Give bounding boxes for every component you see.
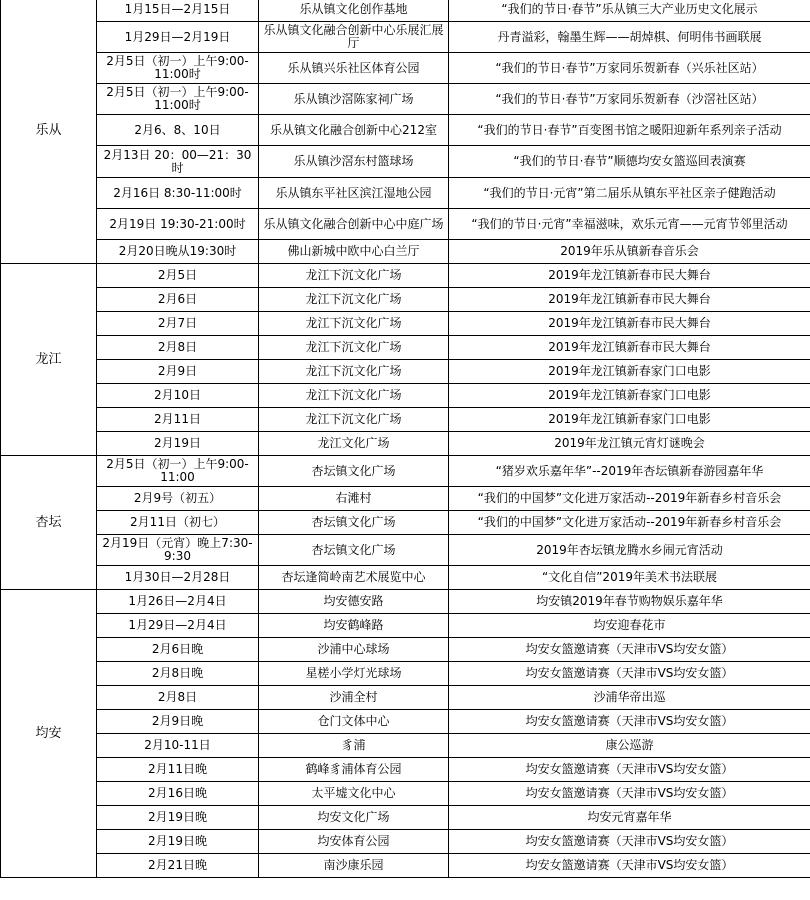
date-cell: 2月5日（初一）上午9:00-11:00时 [97,84,259,115]
table-row [1,456,810,487]
table-row [1,288,810,312]
table-row [1,662,810,686]
date-cell: 2月13日 20：00—21：30时 [97,146,259,178]
date-cell: 2月16日晚 [97,782,259,806]
place-cell: 南沙康乐园 [259,854,449,878]
event-cell: 2019年乐从镇新春音乐会 [449,240,810,264]
event-cell: 均安女篮邀请赛（天津市VS均安女篮） [449,638,810,662]
table-row [1,209,810,240]
town-cell: 均安 [1,590,97,878]
place-cell: 沙浦中心球场 [259,638,449,662]
event-cell: 2019年龙江镇新春市民大舞台 [449,288,810,312]
place-cell: 龙江下沉文化广场 [259,336,449,360]
place-cell: 杏坛逢简岭南艺术展览中心 [259,566,449,590]
place-cell: 龙江下沉文化广场 [259,360,449,384]
event-cell: “我们的节日·春节”顺德均安女篮巡回表演赛 [449,146,810,178]
event-cell: “我们的中国梦”文化进万家活动--2019年新春乡村音乐会 [449,511,810,535]
table-row [1,115,810,146]
event-cell: 2019年龙江镇新春市民大舞台 [449,312,810,336]
place-cell: 鹤峰豸浦体育公园 [259,758,449,782]
table-row [1,240,810,264]
date-cell: 1月26日—2月4日 [97,590,259,614]
table-row [1,758,810,782]
table-row [1,0,810,22]
place-cell: 星槎小学灯光球场 [259,662,449,686]
event-cell: 2019年龙江镇元宵灯谜晚会 [449,432,810,456]
event-cell: 2019年龙江镇新春家门口电影 [449,384,810,408]
event-cell: “我们的节日·春节”乐从镇三大产业历史文化展示 [449,0,810,22]
place-cell: 杏坛镇文化广场 [259,456,449,487]
date-cell: 2月20日晚从19:30时 [97,240,259,264]
date-cell: 2月19日晚 [97,806,259,830]
event-cell: 均安女篮邀请赛（天津市VS均安女篮） [449,710,810,734]
place-cell: 杏坛镇文化广场 [259,535,449,566]
place-cell: 龙江下沉文化广场 [259,288,449,312]
place-cell: 太平墟文化中心 [259,782,449,806]
place-cell: 乐从镇文化创作基地 [259,0,449,22]
event-cell: “我们的节日·元宵”幸福滋味，欢乐元宵——元宵节邻里活动 [449,209,810,240]
place-cell: 乐从镇沙滘东村篮球场 [259,146,449,178]
place-cell: 杏坛镇文化广场 [259,511,449,535]
date-cell: 2月19日（元宵）晚上7:30-9:30 [97,535,259,566]
date-cell: 2月11日 [97,408,259,432]
date-cell: 2月11日（初七） [97,511,259,535]
event-cell: 均安镇2019年春节购物娱乐嘉年华 [449,590,810,614]
table-row [1,336,810,360]
event-cell: 2019年龙江镇新春家门口电影 [449,408,810,432]
date-cell: 2月9日晚 [97,710,259,734]
date-cell: 2月5日 [97,264,259,288]
date-cell: 2月6日晚 [97,638,259,662]
place-cell: 仓门文体中心 [259,710,449,734]
town-cell: 乐从 [1,0,97,264]
place-cell: 佛山新城中欧中心白兰厅 [259,240,449,264]
date-cell: 2月19日晚 [97,830,259,854]
place-cell: 均安德安路 [259,590,449,614]
event-cell: 2019年杏坛镇龙腾水乡闹元宵活动 [449,535,810,566]
date-cell: 1月30日—2月28日 [97,566,259,590]
table-row [1,614,810,638]
place-cell: 龙江下沉文化广场 [259,264,449,288]
place-cell: 均安体育公园 [259,830,449,854]
table-row [1,511,810,535]
event-cell: 均安女篮邀请赛（天津市VS均安女篮） [449,662,810,686]
table-row [1,408,810,432]
place-cell: 龙江下沉文化广场 [259,408,449,432]
event-cell: 2019年龙江镇新春市民大舞台 [449,336,810,360]
table-row [1,830,810,854]
place-cell: 乐从镇东平社区滨江湿地公园 [259,178,449,209]
place-cell: 龙江下沉文化广场 [259,384,449,408]
table-row [1,487,810,511]
date-cell: 2月21日晚 [97,854,259,878]
date-cell: 2月9号（初五） [97,487,259,511]
event-cell: “我们的中国梦”文化进万家活动--2019年新春乡村音乐会 [449,487,810,511]
table-row [1,84,810,115]
event-cell: 均安元宵嘉年华 [449,806,810,830]
date-cell: 2月10-11日 [97,734,259,758]
table-row [1,686,810,710]
table-row [1,384,810,408]
date-cell: 1月29日—2月4日 [97,614,259,638]
place-cell: 乐从镇兴乐社区体育公园 [259,53,449,84]
event-cell: 丹青溢彩，翰墨生辉——胡焯棋、何明伟书画联展 [449,22,810,53]
date-cell: 2月6日 [97,288,259,312]
place-cell: 龙江文化广场 [259,432,449,456]
place-cell: 乐从镇文化融合创新中心乐展汇展厅 [259,22,449,53]
event-cell: 均安女篮邀请赛（天津市VS均安女篮） [449,854,810,878]
place-cell: 均安鹤峰路 [259,614,449,638]
date-cell: 2月19日 19:30-21:00时 [97,209,259,240]
date-cell: 2月8日晚 [97,662,259,686]
table-row [1,312,810,336]
table-row [1,360,810,384]
table-row [1,854,810,878]
event-cell: “我们的节日·春节”百变图书馆之暖阳迎新年系列亲子活动 [449,115,810,146]
date-cell: 1月15日—2月15日 [97,0,259,22]
event-cell: 均安女篮邀请赛（天津市VS均安女篮） [449,830,810,854]
date-cell: 2月19日 [97,432,259,456]
date-cell: 2月5日（初一）上午9:00-11:00 [97,456,259,487]
table-row [1,264,810,288]
date-cell: 2月8日 [97,686,259,710]
table-row [1,638,810,662]
table-row [1,590,810,614]
table-row [1,782,810,806]
date-cell: 2月9日 [97,360,259,384]
place-cell: 龙江下沉文化广场 [259,312,449,336]
place-cell: 乐从镇沙滘陈家祠广场 [259,84,449,115]
table-row [1,146,810,178]
place-cell: 右滩村 [259,487,449,511]
table-row [1,178,810,209]
table-row [1,806,810,830]
place-cell: 豸浦 [259,734,449,758]
date-cell: 2月8日 [97,336,259,360]
date-cell: 1月29日—2月19日 [97,22,259,53]
event-cell: 2019年龙江镇新春家门口电影 [449,360,810,384]
event-cell: 沙浦华帝出巡 [449,686,810,710]
table-row [1,566,810,590]
event-cell: “我们的节日·元宵”第二届乐从镇东平社区亲子健跑活动 [449,178,810,209]
event-cell: 康公巡游 [449,734,810,758]
place-cell: 均安文化广场 [259,806,449,830]
date-cell: 2月5日（初一）上午9:00-11:00时 [97,53,259,84]
table-row [1,535,810,566]
event-cell: “猪岁欢乐嘉年华”--2019年杏坛镇新春游园嘉年华 [449,456,810,487]
table-row [1,22,810,53]
event-cell: 均安女篮邀请赛（天津市VS均安女篮） [449,758,810,782]
table-row [1,734,810,758]
event-cell: “我们的节日·春节”万家同乐贺新春（兴乐社区站） [449,53,810,84]
event-cell: 2019年龙江镇新春市民大舞台 [449,264,810,288]
town-cell: 龙江 [1,264,97,456]
event-cell: “文化自信”2019年美术书法联展 [449,566,810,590]
date-cell: 2月16日 8:30-11:00时 [97,178,259,209]
place-cell: 沙浦全村 [259,686,449,710]
town-cell: 杏坛 [1,456,97,590]
place-cell: 乐从镇文化融合创新中心212室 [259,115,449,146]
date-cell: 2月10日 [97,384,259,408]
date-cell: 2月6、8、10日 [97,115,259,146]
date-cell: 2月11日晚 [97,758,259,782]
table-row [1,53,810,84]
table-row [1,432,810,456]
event-cell: 均安女篮邀请赛（天津市VS均安女篮） [449,782,810,806]
events-table-body [1,0,810,878]
event-cell: 均安迎春花市 [449,614,810,638]
event-cell: “我们的节日·春节”万家同乐贺新春（沙滘社区站） [449,84,810,115]
place-cell: 乐从镇文化融合创新中心中庭广场 [259,209,449,240]
date-cell: 2月7日 [97,312,259,336]
table-row [1,710,810,734]
